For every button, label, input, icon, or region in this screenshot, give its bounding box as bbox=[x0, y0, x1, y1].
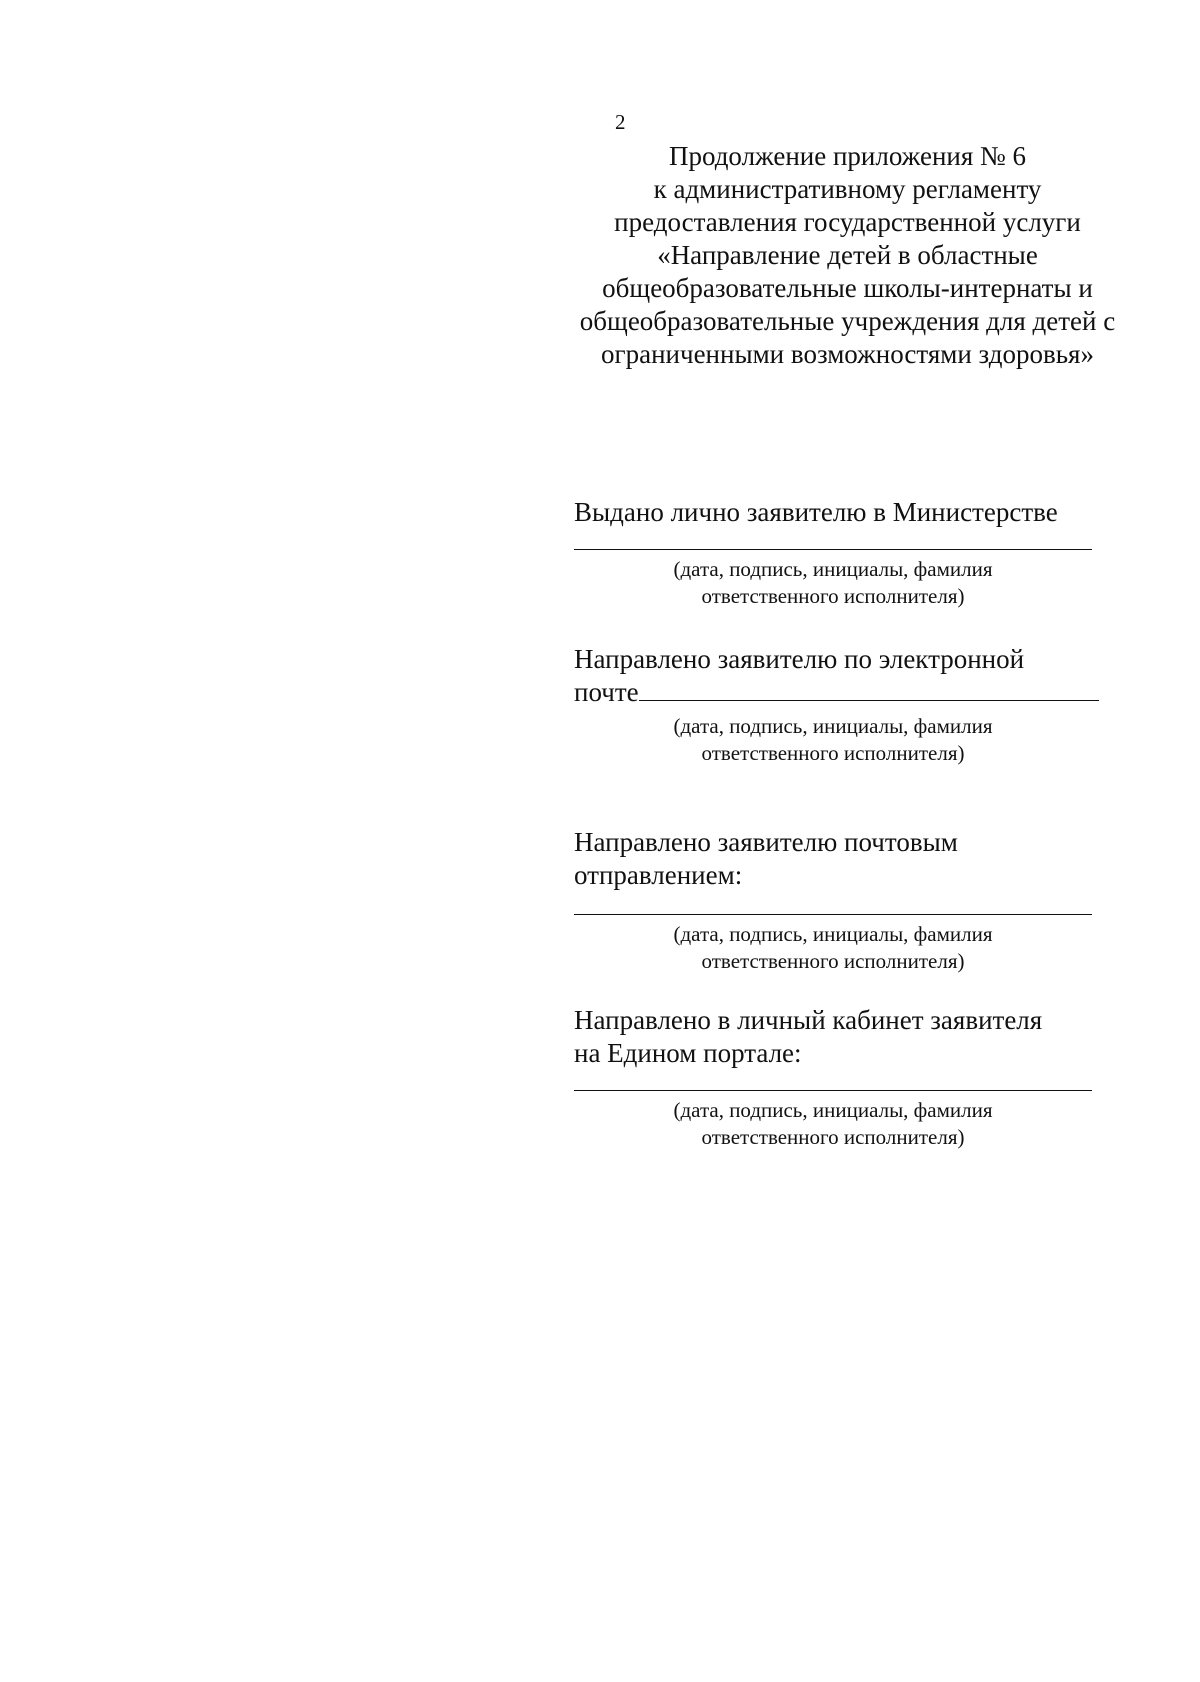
caption-line: (дата, подпись, инициалы, фамилия bbox=[673, 922, 993, 946]
block-title-line: Направлено заявителю почтовым bbox=[574, 827, 958, 857]
appendix-header-line: «Направление детей в областные bbox=[657, 240, 1038, 270]
sent-to-portal-block bbox=[574, 1004, 1104, 1151]
caption-line: ответственного исполнителя) bbox=[701, 584, 965, 608]
caption-line: ответственного исполнителя) bbox=[701, 741, 965, 765]
block-title bbox=[574, 826, 1104, 892]
appendix-header-line: общеобразовательные школы-интернаты и bbox=[602, 273, 1093, 303]
caption-line: (дата, подпись, инициалы, фамилия bbox=[673, 1098, 993, 1122]
caption-line: (дата, подпись, инициалы, фамилия bbox=[673, 714, 993, 738]
caption-line: (дата, подпись, инициалы, фамилия bbox=[673, 557, 993, 581]
block-title-line: Направлено в личный кабинет заявителя bbox=[574, 1005, 1043, 1035]
block-title-line: на Едином портале: bbox=[574, 1038, 802, 1068]
block-title-word: почте bbox=[574, 677, 639, 707]
appendix-header bbox=[570, 140, 1125, 371]
signature-line bbox=[574, 1090, 1092, 1091]
caption-line: ответственного исполнителя) bbox=[701, 1125, 965, 1149]
signature-line bbox=[574, 914, 1092, 915]
signature-line bbox=[639, 678, 1099, 701]
block-title bbox=[574, 643, 1104, 709]
signature-caption bbox=[574, 556, 1092, 610]
appendix-header-line: Продолжение приложения № 6 bbox=[668, 141, 1027, 171]
appendix-header-line: ограниченными возможностями здоровья» bbox=[601, 339, 1094, 369]
appendix-header-line: к административному регламенту bbox=[653, 174, 1042, 204]
signature-line bbox=[574, 549, 1092, 550]
issued-in-person-block bbox=[574, 496, 1104, 610]
sent-by-email-block bbox=[574, 643, 1104, 767]
block-title-line bbox=[574, 676, 1104, 709]
appendix-header-line: предоставления государственной услуги bbox=[614, 207, 1081, 237]
signature-caption bbox=[574, 1097, 1092, 1151]
sent-by-post-block bbox=[574, 826, 1104, 975]
block-title bbox=[574, 1004, 1104, 1070]
page-number: 2 bbox=[615, 110, 626, 134]
block-title-line: Выдано лично заявителю в Министерстве bbox=[574, 497, 1058, 527]
signature-caption bbox=[574, 713, 1092, 767]
block-title-line: Направлено заявителю по электронной bbox=[574, 644, 1025, 674]
block-title-line: отправлением: bbox=[574, 860, 743, 890]
appendix-header-line: общеобразовательные учреждения для детей с bbox=[579, 306, 1116, 336]
signature-caption bbox=[574, 921, 1092, 975]
caption-line: ответственного исполнителя) bbox=[701, 949, 965, 973]
block-title bbox=[574, 496, 1104, 529]
